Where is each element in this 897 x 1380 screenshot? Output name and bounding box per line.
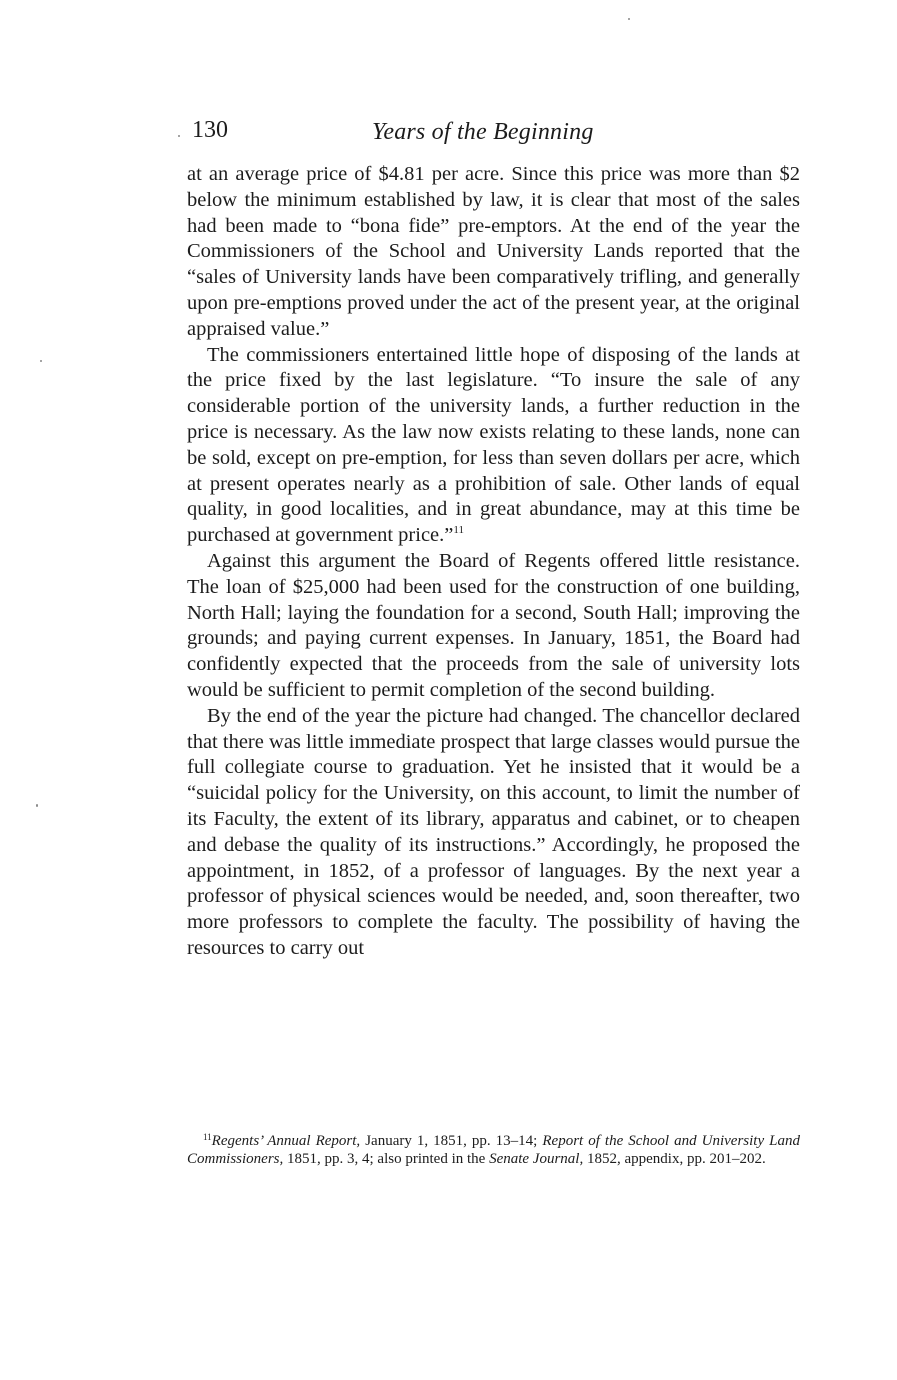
page-number: 130: [192, 117, 228, 143]
scan-speck: [178, 135, 180, 137]
paragraph-2: [187, 343, 800, 549]
footnote-marker: 11: [203, 1132, 212, 1142]
footnote-11: [187, 1133, 800, 1168]
body-text: [187, 162, 800, 962]
paragraph-text: at an average price of $4.81 per acre. Since this price was more than $2 below the minimum established by law, it is clear that most of the sales had been made to “bona fide” pre-emptors. At the end of the year the Commissioners of the School and University Lands reported that the “sales of University lands have been comparatively trifling, and generally upon pre-emptions proved under the act of the present year, at the original appraised value.”: [187, 163, 800, 340]
paragraph-3: [187, 549, 800, 704]
footnote-citation: Senate Journal,: [489, 1150, 584, 1167]
running-title: Years of the Beginning: [372, 119, 594, 145]
paragraph-4: [187, 704, 800, 962]
scan-speck: [36, 804, 38, 807]
scan-speck: [40, 360, 42, 362]
footnote-text: 1852, appendix, pp. 201–202.: [583, 1150, 766, 1167]
footnote-reference: 11: [453, 524, 464, 537]
footnote-text: 1851, pp. 3, 4; also printed in the: [283, 1150, 490, 1167]
paragraph-text: By the end of the year the picture had changed. The chancellor declared that there was little immediate prospect that large classes would pursue the full collegiate course to graduation. Yet he insisted that it would be a “suicidal policy for the University, on this account, to limit the number of its Faculty, the extent of its library, apparatus and cabinet, or to cheapen and debase the quality of its instructions.” Accordingly, he proposed the appointment, in 1852, of a professor of languages. By the next year a professor of physical sciences would be needed, and, soon thereafter, two more professors to complete the faculty. The possibility of having the resources to carry out: [187, 704, 800, 959]
paragraph-text: The commissioners entertained little hope of disposing of the lands at the price fixed by the last legislature. “To insure the sale of any considerable portion of the university lands, a further reduction in the price is necessary. As the law now exists relating to these lands, none can be sold, except on pre-emption, for less than seven dollars per acre, which at present operates nearly as a prohibition of sale. Other lands of equal quality, in good localities, and in great abundance, may at this time be purchased at government price.”: [187, 343, 800, 547]
footnote-text: January 1, 1851, pp. 13–14;: [360, 1133, 543, 1149]
scan-speck: [628, 18, 630, 20]
paragraph-1: [187, 162, 800, 343]
paragraph-text: Against this argument the Board of Regents offered little resistance. The loan of $25,000 had been used for the construction of one building, North Hall; laying the foundation for a second, South Hall; improving the grounds; and paying current expenses. In January, 1851, the Board had confidently expected that the proceeds from the sale of university lots would be sufficient to permit completion of the second building.: [187, 549, 800, 701]
footnote-citation: Report of the School and University Land Commissioners,: [187, 1133, 800, 1167]
footnote-citation: Regents’ Annual Report,: [211, 1133, 361, 1149]
running-head: [192, 114, 612, 150]
footnotes: [187, 1133, 800, 1168]
